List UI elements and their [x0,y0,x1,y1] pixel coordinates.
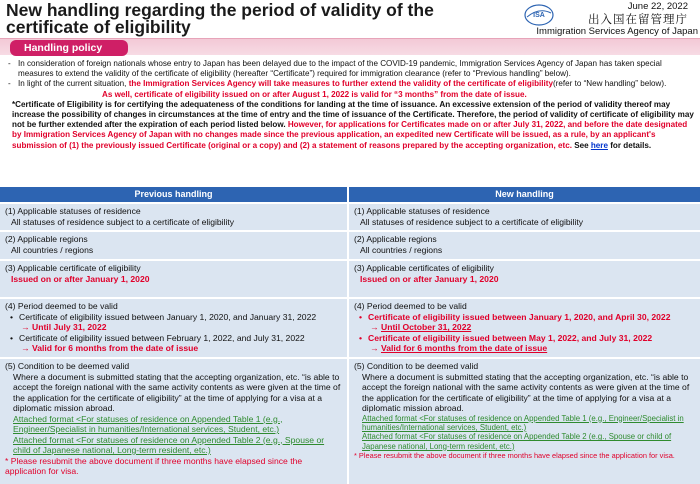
previous-row-condition [0,359,347,484]
row-body: All countries / regions [360,244,443,255]
row-body: Issued on or after January 1, 2020 [11,273,150,284]
policy-red-line: As well, certificate of eligibility issued on or after August 1, 2022 is valid for “3 months” from the date of issue. [102,89,527,99]
period-result-2: → Valid for 6 months from the date of issue [370,343,548,353]
attached-format-link-1[interactable]: Attached format <For statuses of residence on Appended Table 1 (e.g., Engineer/Specialist in humanities/International services, Student, etc.) [362,413,684,432]
resubmit-note: * Please resubmit the above document if three months have elapsed since the application for visa. [5,455,303,476]
new-row-period [349,299,700,357]
period-bullet-2: • Certificate of eligibility issued between February 1, 2022, and July 31, 2022 [5,333,342,344]
row-title: (5) Condition to be deemed valid [354,361,479,371]
previous-row-certificate [0,261,347,297]
policy-bullet-1: - In consideration of foreign nationals whose entry to Japan has been delayed due to the impact of the COVID-19 pandemic, Immigration Services Agency of Japan has taken special measures to extend the validity of the certificate of eligibility (hereafter “Certificate”) required for immigration clearance (refer to “Previous handling” below). [6,59,696,79]
period-bullet-1: • Certificate of eligibility issued between January 1, 2020, and January 31, 2022 [5,312,342,323]
period-result-2: → Valid for 6 months from the date of issue [21,343,199,353]
note-red: However, for applications for Certificates made on or after July 31, 2022, and before the date designated by Immigration Services Agency of Japan with no changes made since the previous application, an expedited new Certificate will be issued, as a rule, by an applicant's submission of (1) the previously issued Certificate (original or a copy) and (2) a statement of reasons prepared by the accepting organization, etc. [12,120,688,150]
attached-format-link-2[interactable]: Attached format <For statuses of residence on Appended Table 2 (e.g., Spouse or child of Japanese national, Long-term resident, etc.) [13,434,325,455]
attached-format-link-1[interactable]: Attached format <For statuses of residence on Appended Table 1 (e.g., Engineer/Specialist in humanities/International services, Student, etc.) [13,413,283,434]
agency-name-jp: 出入国在留管理庁 [588,14,688,26]
policy-bullet-2-post: (refer to “New handling” below). [552,79,667,89]
agency-name-en: Immigration Services Agency of Japan [536,26,698,37]
row-title: (1) Applicable statuses of residence [5,206,141,216]
policy-section [6,59,696,151]
row-title: (3) Applicable certificates of eligibility [354,263,494,273]
row-title: (4) Period deemed to be valid [354,301,467,311]
row-body: All statuses of residence subject to a certificate of eligibility [11,216,235,227]
new-handling-header: New handling [349,187,700,202]
row-title: (5) Condition to be deemed valid [5,361,130,371]
previous-handling-header: Previous handling [0,187,347,202]
previous-row-period [0,299,347,357]
condition-body: Where a document is submitted stating that the accepting organization, etc. “is able to accept the foreign national with the same activity contents as were given at the time of the application for the certificate of eligibility” at the time of applying for a visa at a diplomatic mission abroad. [13,371,341,413]
row-title: (3) Applicable certificate of eligibility [5,263,141,273]
resubmit-note: * Please resubmit the above document if three months have elapsed since the application for visa. [354,451,675,461]
details-link[interactable]: here [590,140,608,150]
note-tail: See [571,140,591,150]
period-result-1: → Until July 31, 2022 [21,322,107,332]
period-bullet-2: • Certificate of eligibility issued between May 1, 2022, and July 31, 2022 [354,333,695,344]
attached-format-link-2[interactable]: Attached format <For statuses of residence on Appended Table 2 (e.g., Spouse or child of Japanese national, Long-term resident, etc.) [362,432,672,451]
new-row-certificate [349,261,700,297]
period-result-1: → Until October 31, 2022 [370,322,472,332]
row-body: All countries / regions [11,244,94,255]
row-title: (4) Period deemed to be valid [5,301,118,311]
page-title: New handling regarding the period of validity of the certificate of eligibility [6,0,434,37]
isa-logo-icon [524,3,554,27]
new-row-statuses [349,204,700,230]
row-title: (1) Applicable statuses of residence [354,206,490,216]
note-end: for details. [607,140,652,150]
period-result-2-text: Valid for 6 months from the date of issue [380,343,548,353]
previous-row-statuses [0,204,347,230]
handling-policy-tab: Handling policy [10,40,128,56]
policy-bullet-2 [6,79,696,89]
row-body: All statuses of residence subject to a certificate of eligibility [360,216,584,227]
policy-note [6,100,696,151]
policy-bullet-2-red: the Immigration Services Agency will take measures to further extend the validity of the certificate of eligibility [128,79,553,89]
note-bold: *Certificate of Eligibility is for certifying the adequateness of the conditions for landing at the time of issuance. An excessive extension of the period of validity thereof may increase the possibility of changes in circumstances at the time of entry and the time of issuance of the Certificate. Therefore, the period of validity of certificate of eligibility may not be further extended after the expiration of each period listed below. [12,99,694,130]
new-row-condition [349,359,700,484]
policy-bullet-2-pre: In light of the current situation, [18,79,129,89]
period-result-1-text: Until July 31, 2022 [31,322,107,332]
logo-text: ISA [533,12,545,19]
row-title: (2) Applicable regions [5,234,88,244]
condition-body: Where a document is submitted stating that the accepting organization, etc. “is able to accept the foreign national with the same activity contents as were given at the time of the application for the certificate of eligibility” at the time of applying for a visa at a diplomatic mission abroad. [362,371,690,413]
issue-date: June 22, 2022 [627,1,688,12]
period-bullet-1: • Certificate of eligibility issued between January 1, 2020, and April 30, 2022 [354,312,695,323]
row-title: (2) Applicable regions [354,234,437,244]
previous-row-regions [0,232,347,259]
page-header [0,0,700,38]
new-row-regions [349,232,700,259]
period-result-2-text: Valid for 6 months from the date of issue [31,343,199,353]
period-result-1-text: Until October 31, 2022 [380,322,472,332]
row-body: Issued on or after January 1, 2020 [360,273,499,284]
policy-bar [0,38,700,55]
